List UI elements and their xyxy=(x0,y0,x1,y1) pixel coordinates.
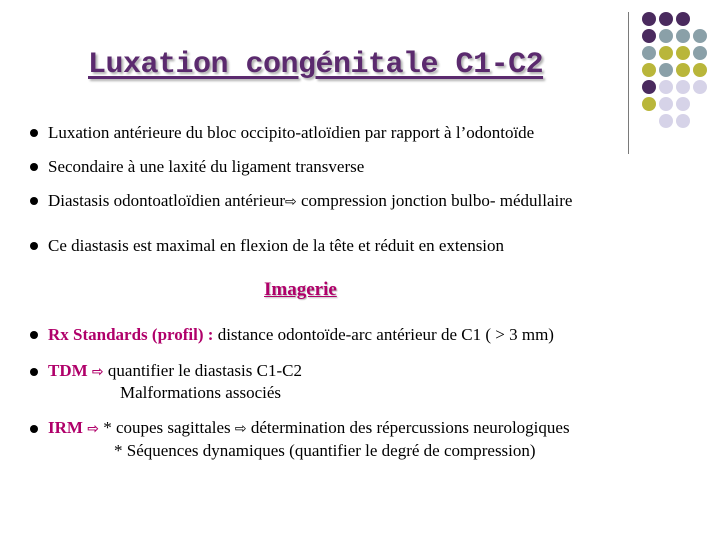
imaging-tdm xyxy=(48,360,302,383)
compression-text: compression jonction bulbo- médullaire xyxy=(300,191,573,210)
bullet-icon xyxy=(30,197,38,205)
irm-label: IRM xyxy=(48,418,83,437)
bullet-text-luxation: Luxation antérieure du bloc occipito-atloïdien par rapport à l’odontoïde xyxy=(48,123,535,142)
bullet-icon xyxy=(30,129,38,137)
decorative-dot xyxy=(693,80,707,94)
bullet-text-flexion: Ce diastasis est maximal en flexion de la tête et réduit en extension xyxy=(48,236,505,255)
decorative-dot xyxy=(642,46,656,60)
irm-line1a: * coupes sagittales xyxy=(103,418,231,437)
slide-title: Luxation congénitale C1-C2 xyxy=(88,48,544,82)
decorative-dot xyxy=(676,114,690,128)
tdm-label: TDM xyxy=(48,361,88,380)
arrow-right-icon: ⇨ xyxy=(87,421,99,437)
decorative-dot xyxy=(642,12,656,26)
decorative-dot xyxy=(642,63,656,77)
decorative-divider xyxy=(628,12,629,154)
decorative-dot xyxy=(659,97,673,111)
irm-line1b: détermination des répercussions neurologiques xyxy=(250,418,570,437)
decorative-dot xyxy=(676,97,690,111)
rx-label: Rx Standards (profil) : xyxy=(48,325,214,344)
bullet-icon xyxy=(30,425,38,433)
bullet-text-diastasis xyxy=(48,190,572,213)
decorative-dot xyxy=(676,46,690,60)
decorative-dot xyxy=(659,80,673,94)
irm-line2: * Séquences dynamiques (quantifier le degré de compression) xyxy=(114,441,536,460)
bullet-icon xyxy=(30,242,38,250)
imaging-rx xyxy=(48,324,554,346)
decorative-dot xyxy=(659,12,673,26)
decorative-dot xyxy=(642,80,656,94)
bullet-icon xyxy=(30,163,38,171)
decorative-dot xyxy=(676,29,690,43)
imaging-irm xyxy=(48,417,570,440)
rx-text: distance odontoïde-arc antérieur de C1 ( > 3 mm) xyxy=(217,325,554,344)
decorative-dot xyxy=(676,63,690,77)
decorative-dot xyxy=(642,97,656,111)
arrow-right-icon: ⇨ xyxy=(285,194,297,210)
decorative-dot xyxy=(642,29,656,43)
decorative-dot xyxy=(659,114,673,128)
decorative-dot xyxy=(676,80,690,94)
arrow-right-icon: ⇨ xyxy=(234,421,247,437)
diastasis-text: Diastasis odontoatloïdien antérieur xyxy=(48,191,285,210)
bullet-icon xyxy=(30,331,38,339)
bullet-icon xyxy=(30,368,38,376)
decorative-dot xyxy=(693,46,707,60)
tdm-line1: quantifier le diastasis C1-C2 xyxy=(107,361,302,380)
section-heading-imagerie: Imagerie xyxy=(264,279,337,300)
decorative-dot xyxy=(693,29,707,43)
arrow-right-icon: ⇨ xyxy=(91,364,104,380)
bullet-text-laxite: Secondaire à une laxité du ligament transverse xyxy=(48,157,365,176)
decorative-dot xyxy=(693,63,707,77)
decorative-dot xyxy=(659,46,673,60)
decorative-dot xyxy=(676,12,690,26)
decorative-dot xyxy=(659,29,673,43)
decorative-dot xyxy=(659,63,673,77)
tdm-line2: Malformations associés xyxy=(120,383,281,402)
